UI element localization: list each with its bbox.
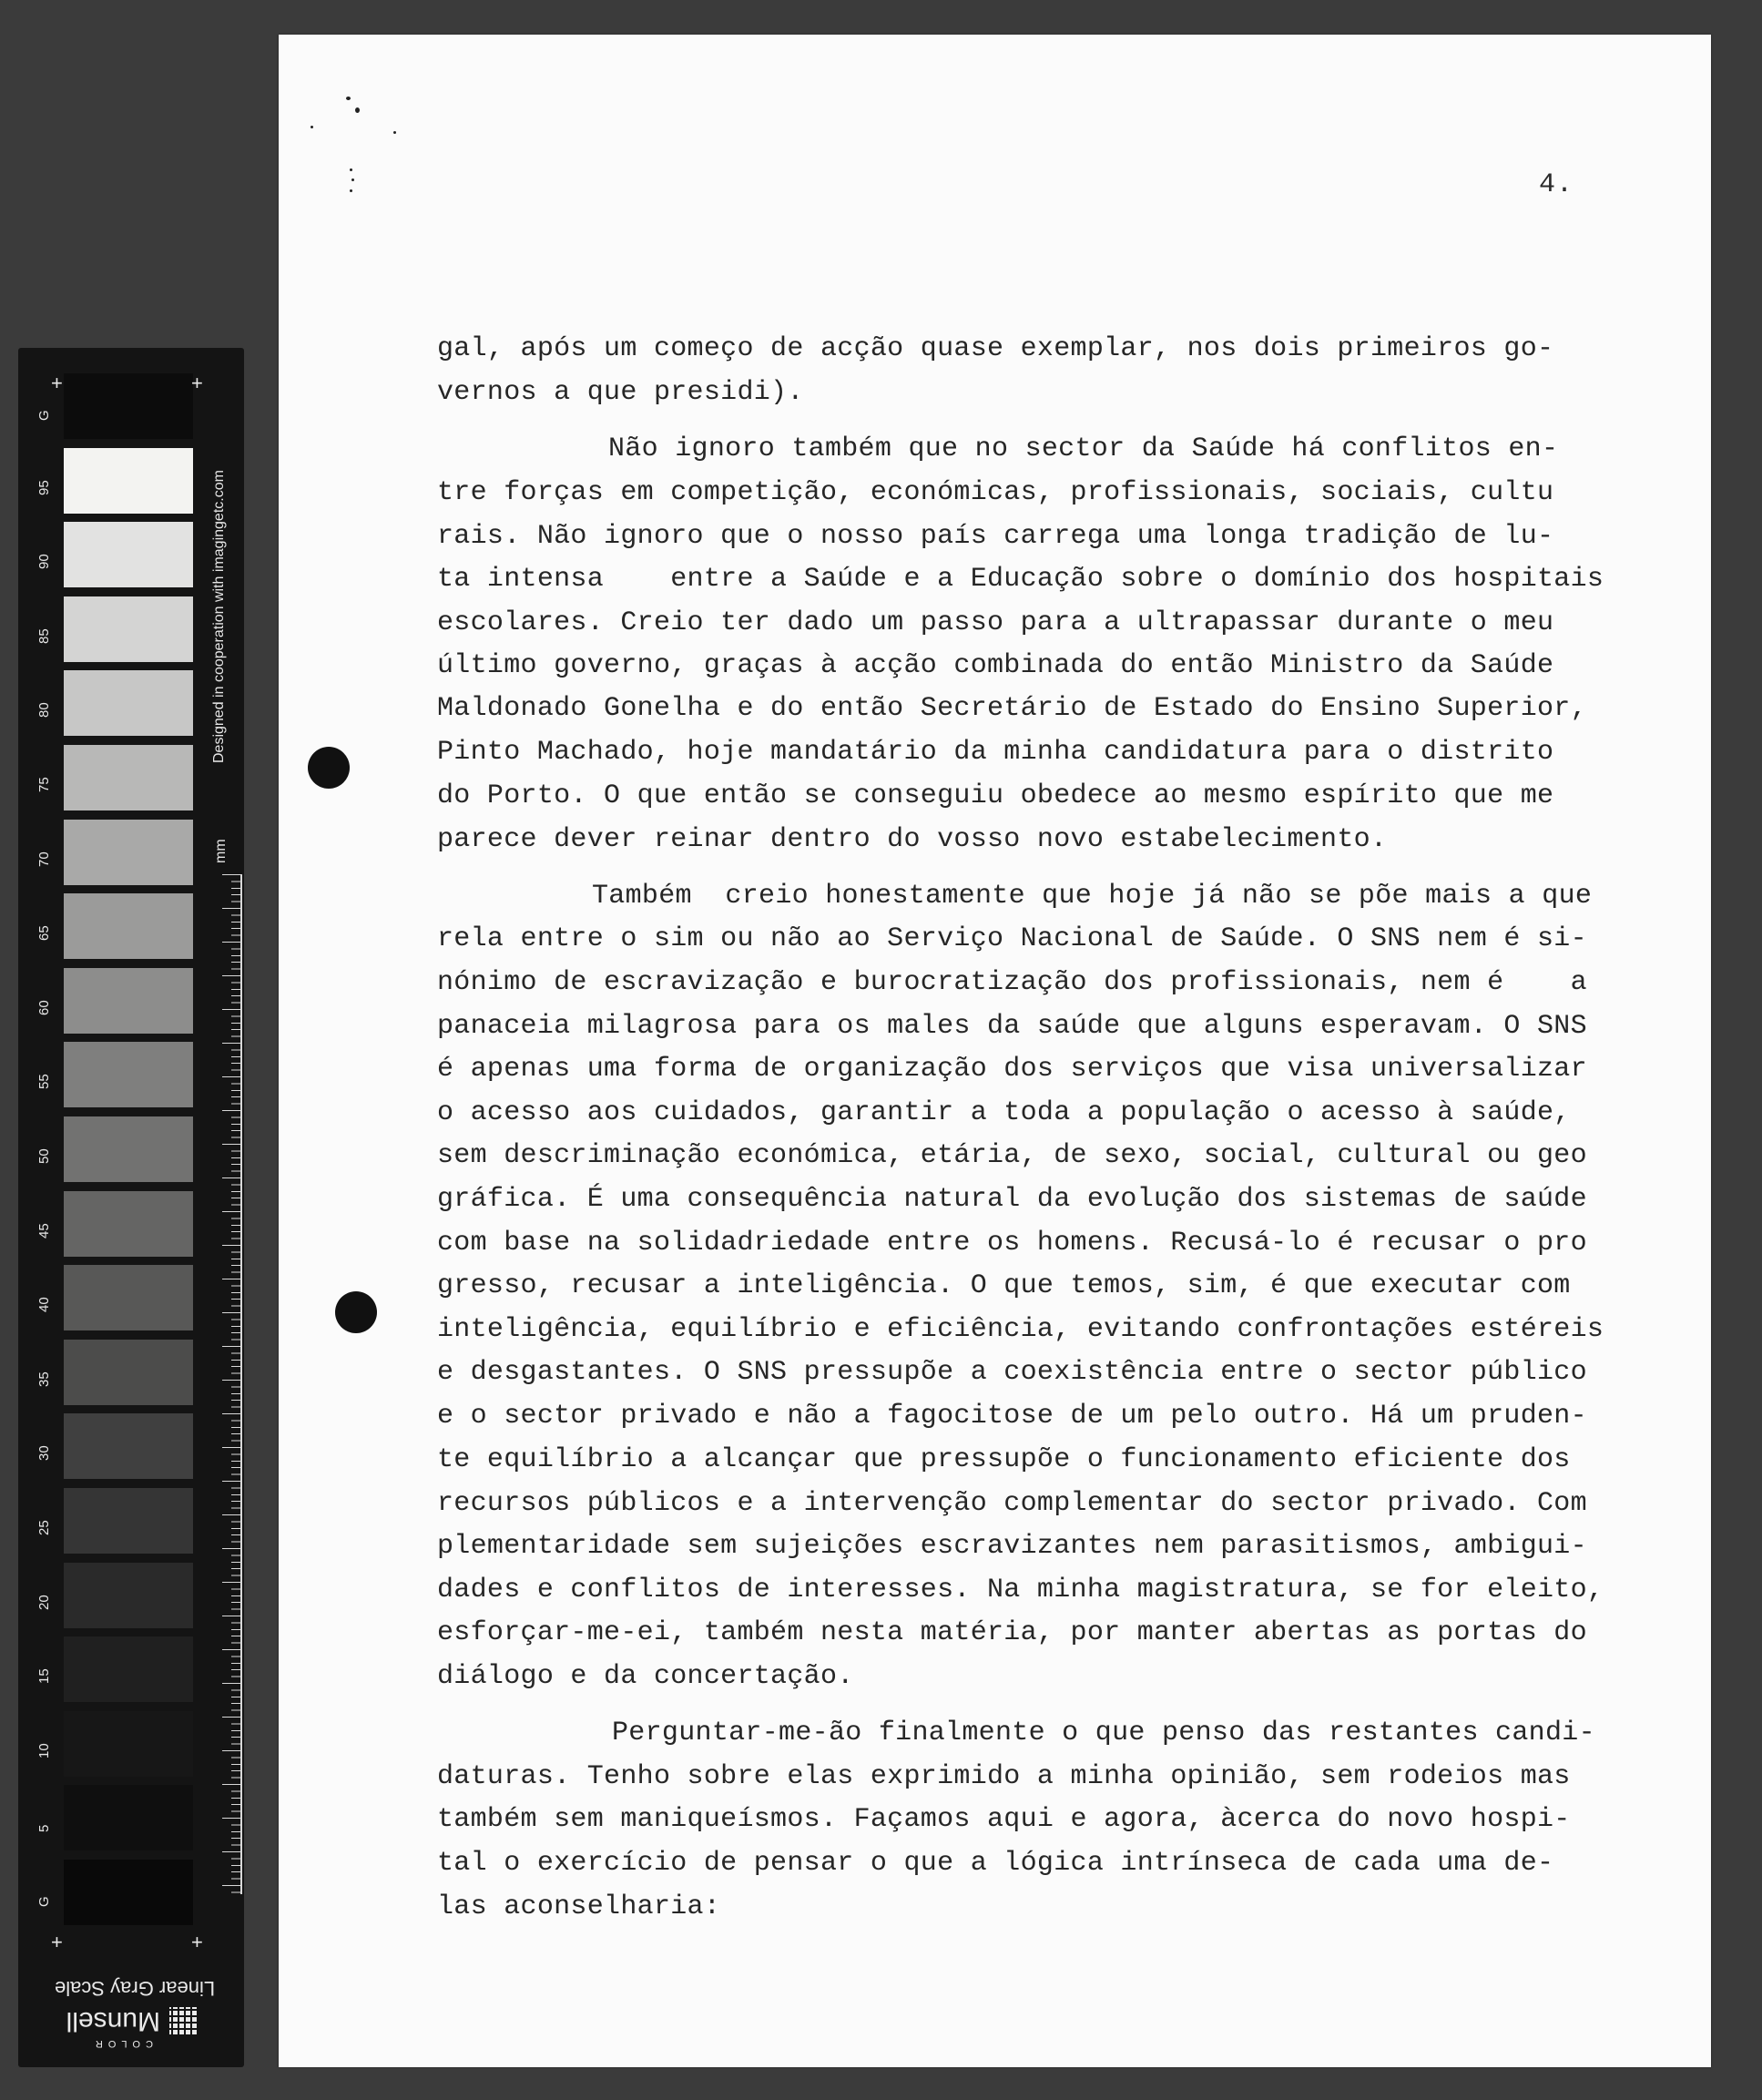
text-line: diálogo e da concertação. xyxy=(437,1661,854,1692)
gray-patch xyxy=(64,448,193,514)
gray-patch-label: 70 xyxy=(36,851,52,867)
gray-patch-label: 15 xyxy=(36,1668,52,1685)
text-line: gráfica. É uma consequência natural da evolução dos sistemas de saúde xyxy=(437,1184,1587,1215)
gray-patch xyxy=(64,1711,193,1777)
gray-patch-label: 55 xyxy=(36,1074,52,1090)
speck xyxy=(355,107,360,113)
punch-hole xyxy=(335,1291,377,1333)
text-line: daturas. Tenho sobre elas exprimido a minha opinião, sem rodeios mas xyxy=(437,1761,1571,1792)
plus-mark: + xyxy=(191,1931,203,1953)
text-line: nónimo de escravização e burocratização dos profissionais, nem é a xyxy=(437,967,1587,998)
gray-patch xyxy=(64,1413,193,1479)
gray-patch xyxy=(64,670,193,736)
gray-patch-label: 45 xyxy=(36,1222,52,1239)
munsell-brand: Munsell xyxy=(66,2006,160,2036)
text-line: rais. Não ignoro que o nosso país carrega uma longa tradição de lu- xyxy=(437,521,1554,552)
gray-patch-label: 30 xyxy=(36,1445,52,1462)
speck xyxy=(351,178,354,181)
gray-patch xyxy=(64,745,193,810)
speck xyxy=(350,189,352,192)
text-line: sem descriminação económica, etária, de sexo, social, cultural ou geo xyxy=(437,1140,1587,1171)
text-line: plementaridade sem sujeições escravizantes nem parasitismos, ambigui- xyxy=(437,1531,1587,1562)
text-line: tal o exercício de pensar o que a lógica intrínseca de cada uma de- xyxy=(437,1848,1554,1879)
text-line: Não ignoro também que no sector da Saúde há conflitos en- xyxy=(608,433,1559,464)
text-line: las aconselharia: xyxy=(437,1891,721,1922)
text-line: inteligência, equilíbrio e eficiência, evitando confrontações estéreis xyxy=(437,1314,1604,1345)
gray-patch xyxy=(64,373,193,439)
text-line: vernos a que presidi). xyxy=(437,377,804,408)
text-line: é apenas uma forma de organização dos serviços que visa universalizar xyxy=(437,1054,1587,1085)
gray-scale-title: Linear Gray Scale xyxy=(55,1977,216,2000)
speck xyxy=(350,168,352,171)
text-line: Perguntar-me-ão finalmente o que penso das restantes candi- xyxy=(612,1718,1595,1748)
punch-hole xyxy=(308,747,350,789)
text-line: escolares. Creio ter dado um passo para a ultrapassar durante o meu xyxy=(437,607,1554,638)
text-line: rela entre o sim ou não ao Serviço Nacional de Saúde. O SNS nem é si- xyxy=(437,923,1587,954)
text-line: Pinto Machado, hoje mandatário da minha candidatura para o distrito xyxy=(437,737,1554,768)
text-line: o acesso aos cuidados, garantir a toda a população o acesso à saúde, xyxy=(437,1097,1571,1128)
text-line: parece dever reinar dentro do vosso novo estabelecimento. xyxy=(437,824,1388,855)
text-line: e o sector privado e não a fagocitose de um pelo outro. Há um pruden- xyxy=(437,1401,1587,1432)
gray-patch-label: 90 xyxy=(36,554,52,570)
gray-patch xyxy=(64,596,193,662)
text-line: tre forças em competição, económicas, profissionais, sociais, cultu xyxy=(437,477,1554,508)
speck xyxy=(346,97,351,100)
gray-patch xyxy=(64,968,193,1034)
text-line: gresso, recusar a inteligência. O que temos, sim, é que executar com xyxy=(437,1270,1571,1301)
gray-patch-label: 40 xyxy=(36,1297,52,1313)
gray-patch xyxy=(64,1636,193,1702)
text-line: também sem maniqueísmos. Façamos aqui e agora, àcerca do novo hospi- xyxy=(437,1804,1571,1835)
ruler-major-ticks xyxy=(215,874,242,1894)
gray-patch xyxy=(64,1785,193,1850)
gray-patch xyxy=(64,893,193,959)
gray-patch-label: 20 xyxy=(36,1594,52,1610)
text-line: e desgastantes. O SNS pressupõe a coexistência entre o sector público xyxy=(437,1357,1587,1388)
text-line: panaceia milagrosa para os males da saúde que alguns esperavam. O SNS xyxy=(437,1011,1587,1042)
gray-patch-label: G xyxy=(36,1896,52,1907)
gray-patch xyxy=(64,820,193,885)
page-number: 4. xyxy=(1539,169,1574,200)
gray-patch xyxy=(64,1265,193,1330)
speck xyxy=(393,131,396,134)
text-line: do Porto. O que então se conseguiu obedece ao mesmo espírito que me xyxy=(437,780,1554,811)
text-line: último governo, graças à acção combinada do então Ministro da Saúde xyxy=(437,650,1554,681)
text-line: dades e conflitos de interesses. Na minha magistratura, se for eleito, xyxy=(437,1575,1604,1606)
speck xyxy=(311,126,313,128)
gray-patch xyxy=(64,1116,193,1182)
gray-patch xyxy=(64,1042,193,1107)
gray-patch-label: 75 xyxy=(36,777,52,792)
gray-patch xyxy=(64,522,193,587)
gray-patch-label: 5 xyxy=(36,1825,52,1833)
munsell-sub: COLOR xyxy=(89,2038,153,2049)
gray-patch-label: G xyxy=(36,410,52,421)
text-line: com base na solidadriedade entre os homens. Recusá-lo é recusar o pro xyxy=(437,1228,1587,1259)
munsell-grid-icon xyxy=(169,2007,197,2034)
text-line: Também creio honestamente que hoje já não se põe mais a que xyxy=(592,881,1593,912)
gray-patch xyxy=(64,1563,193,1628)
text-line: ta intensa entre a Saúde e a Educação sobre o domínio dos hospitais xyxy=(437,564,1604,595)
gray-patch-label: 95 xyxy=(36,479,52,495)
gray-patch xyxy=(64,1340,193,1405)
text-line: Maldonado Gonelha e do então Secretário de Estado do Ensino Superior, xyxy=(437,693,1587,724)
text-line: gal, após um começo de acção quase exemplar, nos dois primeiros go- xyxy=(437,333,1554,364)
gray-patch-label: 10 xyxy=(36,1743,52,1758)
ruler-edge xyxy=(240,874,242,1894)
gray-patch-label: 35 xyxy=(36,1371,52,1387)
gray-patch xyxy=(64,1488,193,1554)
gray-patch-label: 60 xyxy=(36,1000,52,1015)
gray-patch-label: 85 xyxy=(36,628,52,644)
text-line: recursos públicos e a intervenção complementar do sector privado. Com xyxy=(437,1488,1587,1519)
designed-by-text: Designed in cooperation with imagingetc.com xyxy=(211,470,227,763)
text-line: esforçar-me-ei, também nesta matéria, por manter abertas as portas do xyxy=(437,1617,1587,1648)
gray-patch xyxy=(64,1191,193,1257)
gray-patch-label: 80 xyxy=(36,702,52,719)
text-line: te equilíbrio a alcançar que pressupõe o funcionamento eficiente dos xyxy=(437,1444,1571,1475)
munsell-logo-group xyxy=(36,2003,200,2049)
plus-mark: + xyxy=(51,1931,63,1953)
gray-scale-card xyxy=(18,348,244,2067)
plus-mark: + xyxy=(51,372,63,394)
mm-label: mm xyxy=(213,839,229,863)
gray-patch-label: 65 xyxy=(36,925,52,942)
gray-patch xyxy=(64,1860,193,1925)
gray-patch-label: 50 xyxy=(36,1148,52,1164)
plus-mark: + xyxy=(191,372,203,394)
gray-patch-label: 25 xyxy=(36,1520,52,1535)
